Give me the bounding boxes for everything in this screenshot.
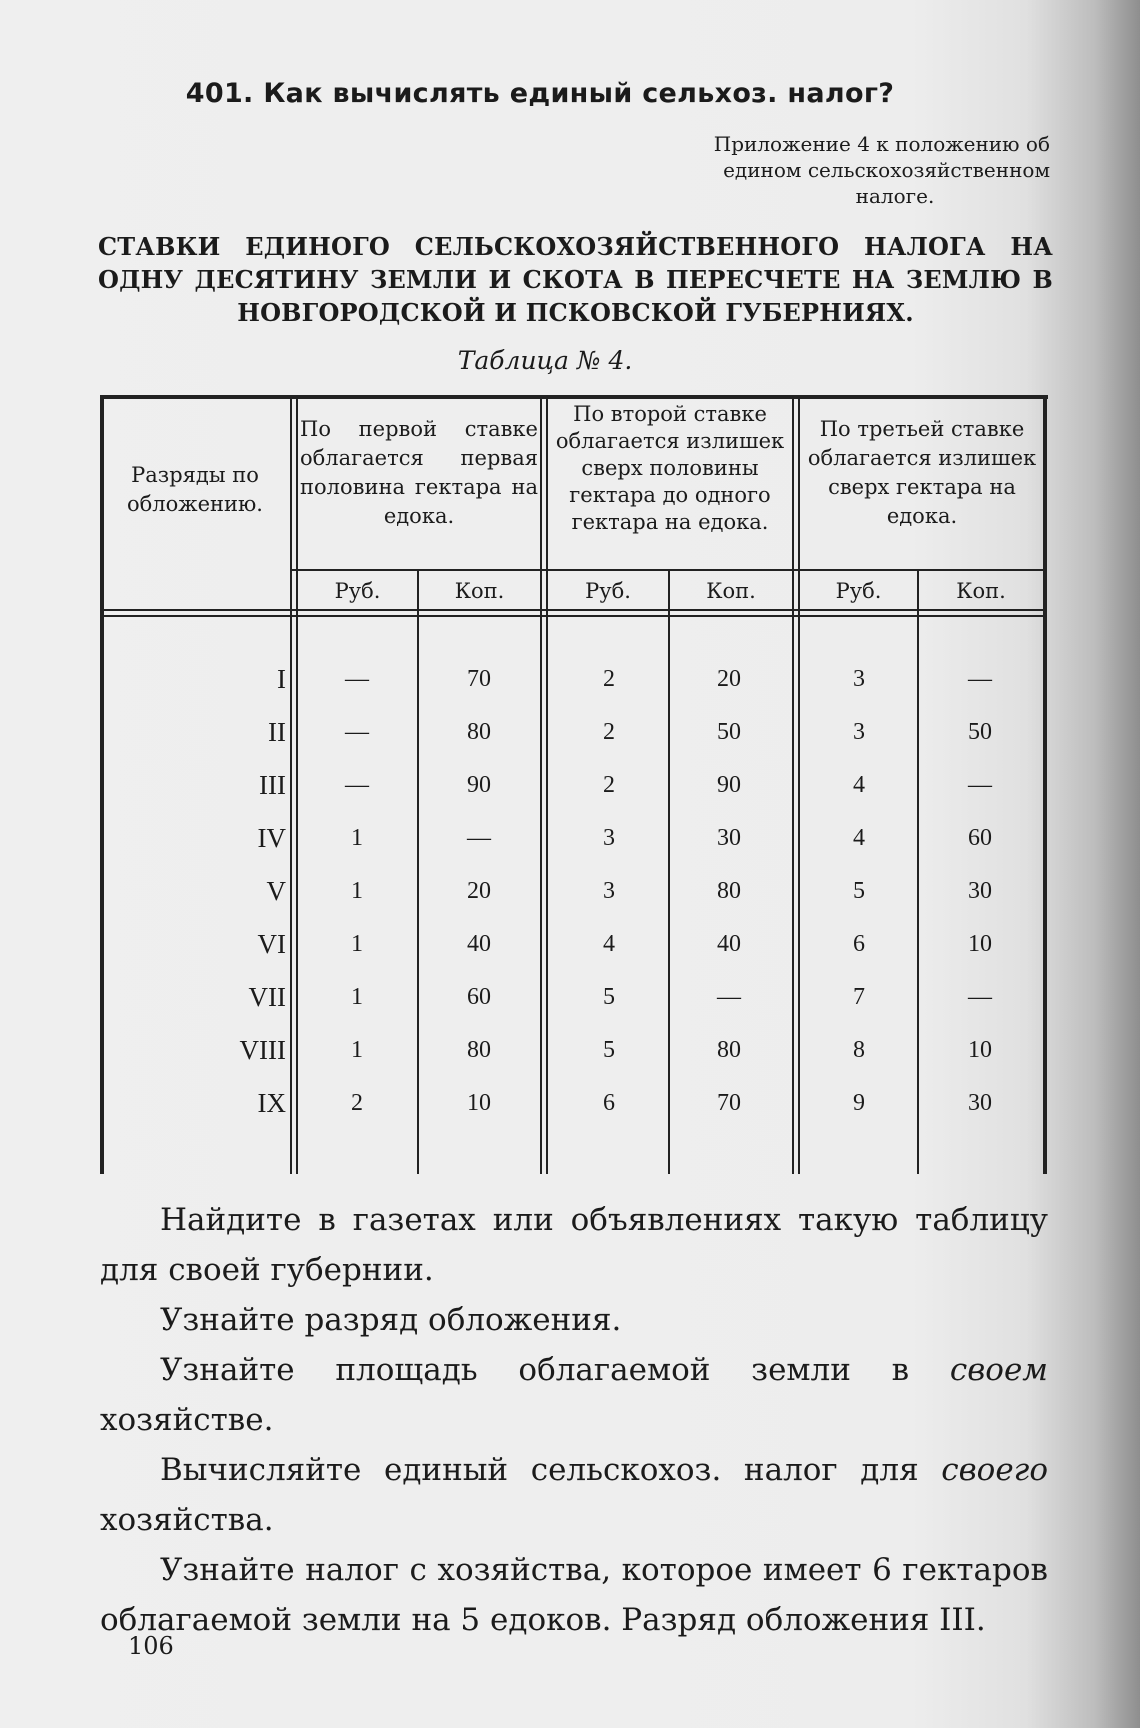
cell-third-kop: 30 (968, 878, 992, 904)
cell-third-rub: 6 (853, 931, 865, 957)
cell-third-rub: 3 (853, 719, 865, 745)
header-third-rate: По третьей ставке облагается излишек сверх гектара на едока. (807, 417, 1037, 528)
cell-first-kop: 10 (467, 1090, 491, 1116)
cell-second-rub: 3 (603, 825, 615, 851)
cell-rank: VIII (239, 1035, 286, 1065)
divider-group-2b (798, 399, 800, 1174)
tax-rate-table (100, 395, 1048, 1174)
cell-third-rub: 7 (853, 984, 865, 1010)
cell-third-kop: 60 (968, 825, 992, 851)
paragraph-4-emphasis: своего (941, 1452, 1048, 1488)
paragraph-2: Узнайте разряд обложения. (160, 1302, 622, 1338)
cell-rank: II (268, 717, 286, 747)
cell-second-kop: — (717, 984, 741, 1010)
cell-third-rub: 8 (853, 1037, 865, 1063)
cell-first-rub: — (345, 666, 369, 692)
appendix-note (650, 131, 1050, 209)
cell-second-rub: 3 (603, 878, 615, 904)
subheader-rub-1: Руб. (334, 579, 381, 603)
cell-first-kop: 80 (467, 719, 491, 745)
divider-group-1b (546, 399, 548, 1174)
subheader-rub-3: Руб. (835, 579, 882, 603)
cell-rank: III (259, 770, 286, 800)
page-number: 106 (128, 1632, 174, 1660)
cell-third-rub: 9 (853, 1090, 865, 1116)
paragraph-1: Найдите в газетах или объявлениях такую таблицу для своей губернии. (100, 1202, 1048, 1288)
cell-third-rub: 3 (853, 666, 865, 692)
paragraph-3-text: Узнайте площадь облагаемой земли в (160, 1352, 950, 1388)
cell-second-kop: 30 (717, 825, 741, 851)
cell-first-kop: 90 (467, 772, 491, 798)
header-bottom-line (104, 609, 1043, 611)
subheader-top-line (292, 569, 1045, 571)
paragraph-4-text-end: хозяйства. (100, 1502, 274, 1538)
cell-first-kop: 40 (467, 931, 491, 957)
paragraph-3-emphasis: своем (949, 1352, 1048, 1388)
cell-second-rub: 2 (603, 719, 615, 745)
cell-second-kop: 70 (717, 1090, 741, 1116)
cell-first-rub: — (345, 719, 369, 745)
cell-first-rub: 1 (351, 984, 363, 1010)
appendix-line-2: едином сельскохозяйственном (723, 158, 1050, 182)
cell-third-kop: 30 (968, 1090, 992, 1116)
cell-first-rub: 1 (351, 878, 363, 904)
cell-rank: IX (257, 1088, 286, 1118)
header-bottom-line-2 (104, 615, 1043, 617)
cell-third-kop: — (968, 984, 992, 1010)
cell-rank: I (277, 664, 286, 694)
divider-rank-2 (296, 399, 298, 1174)
cell-rank: VI (257, 929, 286, 959)
body-text (100, 1195, 1048, 1645)
cell-second-kop: 80 (717, 1037, 741, 1063)
cell-first-kop: 60 (467, 984, 491, 1010)
divider-rank (290, 399, 292, 1174)
table-caption: Таблица № 4. (457, 346, 633, 375)
cell-third-kop: — (968, 666, 992, 692)
appendix-line-3: налоге. (855, 184, 935, 208)
cell-first-rub: 1 (351, 825, 363, 851)
paragraph-4 (100, 1445, 1048, 1545)
divider-c3 (917, 571, 919, 1174)
cell-first-rub: 1 (351, 931, 363, 957)
cell-third-kop: 10 (968, 931, 992, 957)
cell-third-rub: 5 (853, 878, 865, 904)
cell-second-rub: 2 (603, 772, 615, 798)
subheader-kop-3: Коп. (956, 579, 1006, 603)
cell-third-rub: 4 (853, 825, 865, 851)
paragraph-3-text-end: хозяйстве. (100, 1402, 274, 1438)
cell-first-kop: 20 (467, 878, 491, 904)
cell-second-kop: 90 (717, 772, 741, 798)
table-border-right (1043, 399, 1047, 1174)
section-title: 401. Как вычислять единый сельхоз. налог? (185, 78, 895, 109)
cell-second-rub: 2 (603, 666, 615, 692)
divider-c1 (417, 571, 419, 1174)
cell-first-rub: 1 (351, 1037, 363, 1063)
cell-third-rub: 4 (853, 772, 865, 798)
subheader-kop-1: Коп. (454, 579, 505, 603)
table-border-left (100, 399, 104, 1174)
divider-group-1 (540, 399, 542, 1174)
cell-first-kop: 70 (467, 666, 491, 692)
cell-second-rub: 4 (603, 931, 615, 957)
cell-rank: VII (248, 982, 286, 1012)
paragraph-3 (100, 1345, 1048, 1445)
header-ranks: Разряды по обложению. (127, 463, 263, 516)
cell-third-kop: 50 (968, 719, 992, 745)
divider-group-2 (792, 399, 794, 1174)
header-first-rate: По первой ставке облагается первая половина гектара на едока. (300, 417, 538, 528)
appendix-line-1: Приложение 4 к положению об (713, 132, 1050, 156)
cell-second-kop: 80 (717, 878, 741, 904)
cell-third-kop: — (968, 772, 992, 798)
cell-third-kop: 10 (968, 1037, 992, 1063)
table-heading: СТАВКИ ЕДИНОГО СЕЛЬСКОХОЗЯЙСТВЕННОГО НАЛОГА НА ОДНУ ДЕСЯТИНУ ЗЕМЛИ И СКОТА В ПЕРЕСЧЕТЕ НА ЗЕМЛЮ В НОВГОРОДСКОЙ И ПСКОВСКОЙ ГУБЕРНИЯХ. (98, 232, 1053, 327)
paragraph-4-text: Вычисляйте единый сельскохоз. налог для (160, 1452, 942, 1488)
cell-second-kop: 40 (717, 931, 741, 957)
cell-first-rub: — (345, 772, 369, 798)
cell-second-kop: 20 (717, 666, 741, 692)
cell-second-rub: 5 (603, 984, 615, 1010)
cell-second-kop: 50 (717, 719, 741, 745)
subheader-rub-2: Руб. (585, 579, 631, 603)
cell-first-kop: — (467, 825, 491, 851)
cell-second-rub: 5 (603, 1037, 615, 1063)
cell-rank: V (266, 876, 286, 906)
cell-second-rub: 6 (603, 1090, 615, 1116)
cell-first-rub: 2 (351, 1090, 363, 1116)
cell-rank: IV (257, 823, 286, 853)
divider-c2 (668, 571, 670, 1174)
header-second-rate: По второй ставке облагается излишек сверх половины гектара до одного гектара на едока. (555, 402, 785, 534)
subheader-kop-2: Коп. (706, 579, 756, 603)
paragraph-5: Узнайте налог с хозяйства, которое имеет 6 гектаров облагаемой земли на 5 едоков. Разряд обложения III. (100, 1552, 1048, 1638)
cell-first-kop: 80 (467, 1037, 491, 1063)
